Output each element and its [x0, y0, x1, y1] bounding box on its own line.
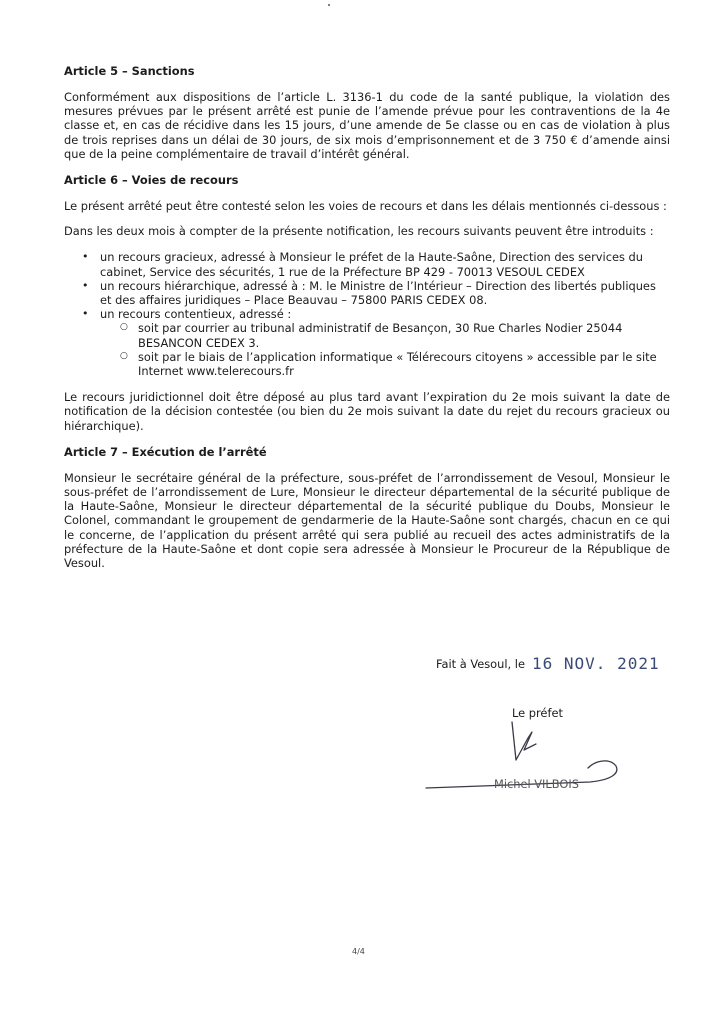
article-6-note: Le recours juridictionnel doit être déposé au plus tard avant l’expiration du 2e mois suivant la date de notification de la décision contestée (ou bien du 2e mois suivant la date du rejet du recours gracieux ou hiérarchique). — [64, 390, 670, 433]
list-item — [82, 278, 670, 308]
page-number: 4/4 — [352, 947, 365, 956]
article-5-heading: Article 5 – Sanctions — [64, 64, 195, 78]
document-body — [64, 64, 670, 570]
bullet-icon: • — [82, 278, 89, 292]
list-item — [82, 250, 670, 279]
article-6-heading: Article 6 – Voies de recours — [64, 173, 239, 188]
article-7-paragraph: Monsieur le secrétaire général de la préfecture, sous-préfet de l’arrondissement de Vesoul, Monsieur le sous-préfet de l’arrondissement de Lure, Monsieur le directeur départemental de la sécurité publique de la Haute-Saône, Monsieur le directeur départemental de la sécurité publique du Doubs, Monsieur le Colonel, commandant le groupement de gendarmerie de la Haute-Saône sont chargés, chacun en ce qui le concerne, de l’application du présent arrêté qui sera publié au recueil des actes administratifs de la préfecture de la Haute-Saône et dont copie sera adressée à Monsieur le Procureur de la République de Vesoul. — [64, 470, 670, 571]
article-6-deadline: Dans les deux mois à compter de la présente notification, les recours suivants peuvent être introduits : — [64, 224, 654, 239]
bullet-icon: • — [82, 250, 89, 264]
recours-list — [64, 250, 670, 378]
article-6-intro: Le présent arrêté peut être contesté selon les voies de recours et dans les délais mentionnés ci-dessous : — [64, 199, 667, 214]
scan-speck — [328, 4, 330, 6]
signature-place: Fait à Vesoul, le — [436, 657, 525, 671]
contentieux-options — [100, 321, 670, 378]
article-7-heading: Article 7 – Exécution de l’arrêté — [64, 444, 267, 459]
option-tribunal: soit par courrier au tribunal administratif de Besançon, 30 Rue Charles Nodier 25044 BESANCON CEDEX 3. — [138, 321, 623, 350]
recours-gracieux: un recours gracieux, adressé à Monsieur le préfet de la Haute-Saône, Direction des services du cabinet, Service des sécurités, 1 rue de la Préfecture BP 429 - 70013 VESOUL CEDEX — [100, 250, 643, 279]
list-item — [120, 349, 670, 379]
option-telerecours: soit par le biais de l’application informatique « Télérecours citoyens » accessible par le site Internet www.telerecours.fr — [138, 349, 657, 379]
recours-hierarchique: un recours hiérarchique, adressé à : M. le Ministre de l’Intérieur – Direction des libertés publiques et des affaires juridiques – Place Beauvau – 75800 PARIS CEDEX 08. — [100, 278, 656, 308]
signer-name: Michel VILBOIS — [494, 777, 579, 791]
date-stamp: 16 NOV. 2021 — [532, 654, 660, 673]
article-5-paragraph: Conformément aux dispositions de l’article L. 3136-1 du code de la santé publique, la violation des mesures prévues par le présent arrêté est punie de l’amende prévue pour les contraventions de la 4e classe et, en cas de récidive dans les 15 jours, d’une amende de 5e classe ou en cas de violation à plus de trois reprises dans un délai de 30 jours, de six mois d’emprisonnement et de 3 750 € d’amende ainsi que de la peine complémentaire de travail d’intérêt général. — [64, 90, 670, 161]
bullet-icon: • — [82, 307, 89, 321]
recours-contentieux: un recours contentieux, adressé : — [100, 307, 292, 322]
signer-title: Le préfet — [512, 706, 563, 720]
circle-bullet-icon: ○ — [120, 322, 128, 333]
list-item — [82, 307, 670, 379]
list-item — [120, 321, 670, 350]
circle-bullet-icon: ○ — [120, 350, 128, 361]
